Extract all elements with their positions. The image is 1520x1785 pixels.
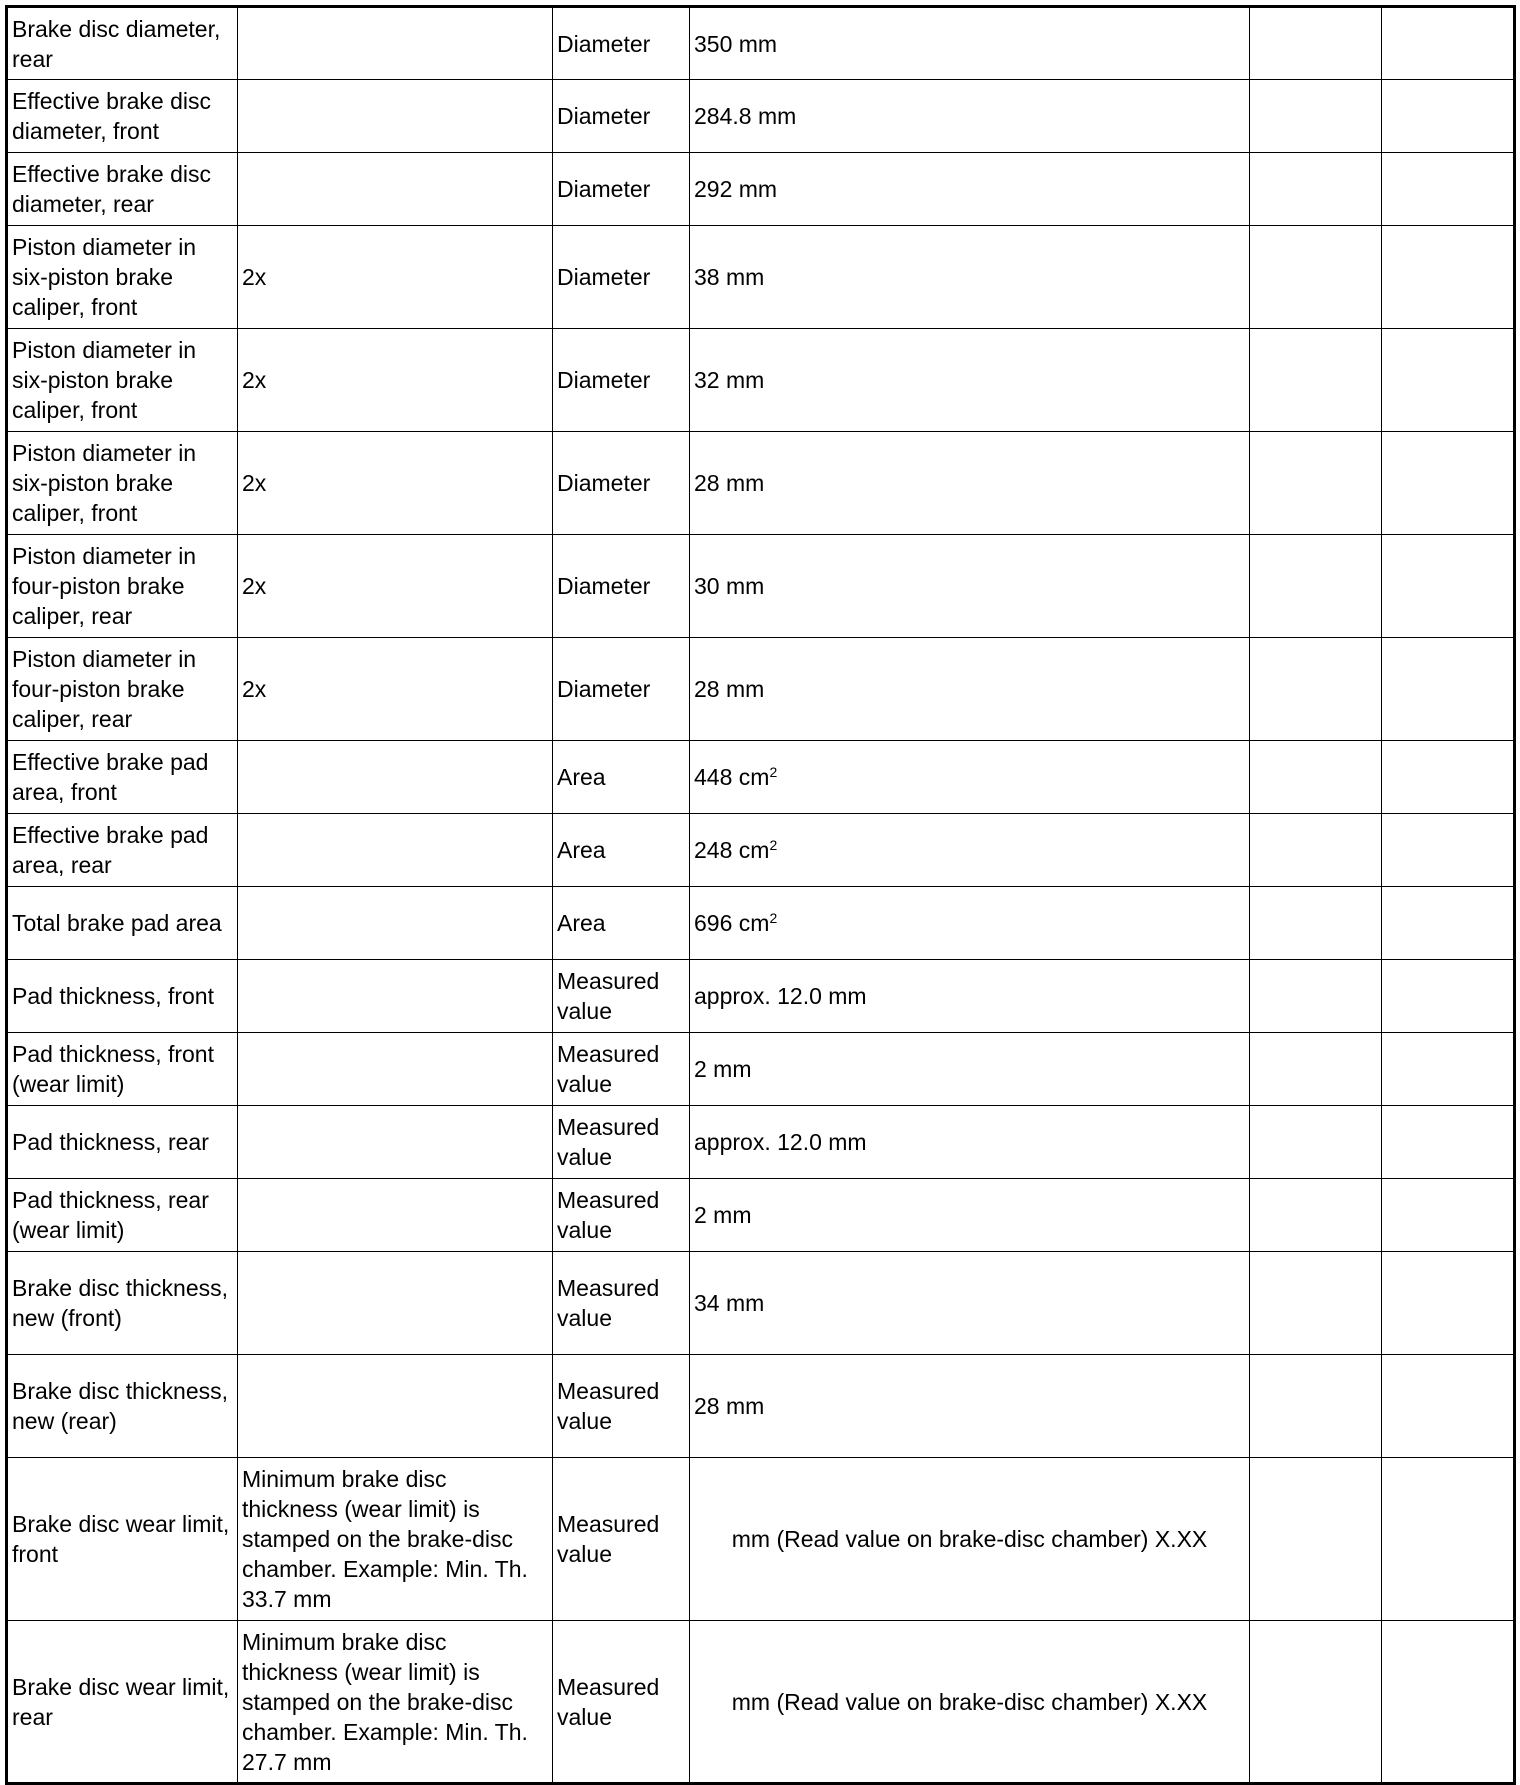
item-cell: Effective brake disc diameter, rear [7, 153, 238, 226]
note-cell [238, 1106, 553, 1179]
blank-cell [1250, 1179, 1382, 1252]
value-cell: mm (Read value on brake-disc chamber) X.XX [690, 1458, 1250, 1621]
value-cell [690, 887, 1250, 960]
type-cell: Diameter [553, 226, 690, 329]
value-cell: 2 mm [690, 1179, 1250, 1252]
blank-cell [1250, 226, 1382, 329]
table-row [7, 1033, 1515, 1106]
blank-cell [1250, 1458, 1382, 1621]
item-cell: Brake disc diameter, rear [7, 7, 238, 80]
blank-cell [1250, 535, 1382, 638]
blank-cell [1382, 741, 1515, 814]
type-cell: Diameter [553, 535, 690, 638]
table-row [7, 7, 1515, 80]
type-cell: Measured value [553, 1355, 690, 1458]
item-cell: Piston diameter in six-piston brake caliper, front [7, 329, 238, 432]
value-cell: 28 mm [690, 1355, 1250, 1458]
blank-cell [1382, 329, 1515, 432]
blank-cell [1250, 887, 1382, 960]
value-cell: 32 mm [690, 329, 1250, 432]
note-cell: 2x [238, 535, 553, 638]
type-cell: Measured value [553, 1033, 690, 1106]
value-cell: 28 mm [690, 638, 1250, 741]
type-cell: Diameter [553, 638, 690, 741]
blank-cell [1250, 638, 1382, 741]
table-row [7, 814, 1515, 887]
type-cell: Area [553, 741, 690, 814]
value-superscript: 2 [769, 910, 778, 926]
blank-cell [1382, 1106, 1515, 1179]
note-cell [238, 1179, 553, 1252]
item-cell: Piston diameter in four-piston brake caliper, rear [7, 535, 238, 638]
note-cell [238, 1355, 553, 1458]
value-cell: 2 mm [690, 1033, 1250, 1106]
note-cell: 2x [238, 226, 553, 329]
type-cell: Diameter [553, 432, 690, 535]
value-superscript: 2 [769, 764, 778, 780]
blank-cell [1382, 226, 1515, 329]
item-cell: Brake disc wear limit, front [7, 1458, 238, 1621]
note-cell: 2x [238, 432, 553, 535]
note-cell [238, 80, 553, 153]
blank-cell [1382, 638, 1515, 741]
value-cell: 350 mm [690, 7, 1250, 80]
value-cell [690, 741, 1250, 814]
blank-cell [1382, 1252, 1515, 1355]
blank-cell [1250, 960, 1382, 1033]
blank-cell [1382, 1179, 1515, 1252]
table-row [7, 153, 1515, 226]
table-row [7, 960, 1515, 1033]
blank-cell [1250, 432, 1382, 535]
blank-cell [1250, 814, 1382, 887]
note-cell: Minimum brake disc thickness (wear limit) is stamped on the brake-disc chamber. Example: Min. Th. 33.7 mm [238, 1458, 553, 1621]
value-number: 696 cm [694, 910, 770, 936]
blank-cell [1382, 814, 1515, 887]
blank-cell [1250, 1621, 1382, 1784]
blank-cell [1250, 7, 1382, 80]
item-cell: Piston diameter in six-piston brake caliper, front [7, 432, 238, 535]
note-cell: Minimum brake disc thickness (wear limit) is stamped on the brake-disc chamber. Example: Min. Th. 27.7 mm [238, 1621, 553, 1784]
item-cell: Effective brake pad area, rear [7, 814, 238, 887]
type-cell: Measured value [553, 1179, 690, 1252]
blank-cell [1382, 887, 1515, 960]
blank-cell [1382, 1033, 1515, 1106]
table-row [7, 226, 1515, 329]
blank-cell [1250, 1252, 1382, 1355]
note-cell [238, 960, 553, 1033]
blank-cell [1382, 7, 1515, 80]
note-cell [238, 1033, 553, 1106]
blank-cell [1382, 1621, 1515, 1784]
blank-cell [1382, 432, 1515, 535]
type-cell: Measured value [553, 1458, 690, 1621]
value-cell: approx. 12.0 mm [690, 960, 1250, 1033]
table-row [7, 1621, 1515, 1784]
table-row [7, 432, 1515, 535]
table-row [7, 1179, 1515, 1252]
spec-sheet [5, 5, 1516, 1785]
type-cell: Diameter [553, 7, 690, 80]
value-cell [690, 814, 1250, 887]
value-cell: mm (Read value on brake-disc chamber) X.XX [690, 1621, 1250, 1784]
type-cell: Measured value [553, 1106, 690, 1179]
type-cell: Area [553, 814, 690, 887]
blank-cell [1382, 153, 1515, 226]
brake-spec-table [5, 5, 1516, 1785]
blank-cell [1250, 1033, 1382, 1106]
blank-cell [1382, 1355, 1515, 1458]
value-number: 448 cm [694, 764, 770, 790]
table-row [7, 1106, 1515, 1179]
value-cell: 284.8 mm [690, 80, 1250, 153]
table-row [7, 1458, 1515, 1621]
table-row [7, 1355, 1515, 1458]
item-cell: Effective brake disc diameter, front [7, 80, 238, 153]
table-row [7, 638, 1515, 741]
note-cell: 2x [238, 329, 553, 432]
type-cell: Diameter [553, 153, 690, 226]
type-cell: Measured value [553, 960, 690, 1033]
type-cell: Diameter [553, 329, 690, 432]
blank-cell [1382, 535, 1515, 638]
table-row [7, 535, 1515, 638]
blank-cell [1250, 153, 1382, 226]
table-row [7, 741, 1515, 814]
value-cell: 34 mm [690, 1252, 1250, 1355]
value-superscript: 2 [769, 837, 778, 853]
value-cell: 28 mm [690, 432, 1250, 535]
item-cell: Pad thickness, rear (wear limit) [7, 1179, 238, 1252]
blank-cell [1382, 80, 1515, 153]
blank-cell [1250, 1355, 1382, 1458]
blank-cell [1250, 80, 1382, 153]
item-cell: Piston diameter in four-piston brake caliper, rear [7, 638, 238, 741]
table-row [7, 887, 1515, 960]
type-cell: Measured value [553, 1252, 690, 1355]
note-cell: 2x [238, 638, 553, 741]
value-cell: 292 mm [690, 153, 1250, 226]
blank-cell [1250, 741, 1382, 814]
blank-cell [1250, 1106, 1382, 1179]
item-cell: Brake disc wear limit, rear [7, 1621, 238, 1784]
note-cell [238, 153, 553, 226]
table-row [7, 80, 1515, 153]
blank-cell [1382, 960, 1515, 1033]
blank-cell [1382, 1458, 1515, 1621]
blank-cell [1250, 329, 1382, 432]
note-cell [238, 7, 553, 80]
table-row [7, 329, 1515, 432]
item-cell: Total brake pad area [7, 887, 238, 960]
type-cell: Diameter [553, 80, 690, 153]
value-number: 248 cm [694, 837, 770, 863]
item-cell: Pad thickness, front [7, 960, 238, 1033]
type-cell: Measured value [553, 1621, 690, 1784]
value-cell: 30 mm [690, 535, 1250, 638]
table-row [7, 1252, 1515, 1355]
item-cell: Brake disc thickness, new (front) [7, 1252, 238, 1355]
value-cell: 38 mm [690, 226, 1250, 329]
note-cell [238, 1252, 553, 1355]
note-cell [238, 814, 553, 887]
note-cell [238, 741, 553, 814]
value-cell: approx. 12.0 mm [690, 1106, 1250, 1179]
item-cell: Piston diameter in six-piston brake caliper, front [7, 226, 238, 329]
item-cell: Brake disc thickness, new (rear) [7, 1355, 238, 1458]
type-cell: Area [553, 887, 690, 960]
note-cell [238, 887, 553, 960]
item-cell: Pad thickness, rear [7, 1106, 238, 1179]
item-cell: Pad thickness, front (wear limit) [7, 1033, 238, 1106]
item-cell: Effective brake pad area, front [7, 741, 238, 814]
